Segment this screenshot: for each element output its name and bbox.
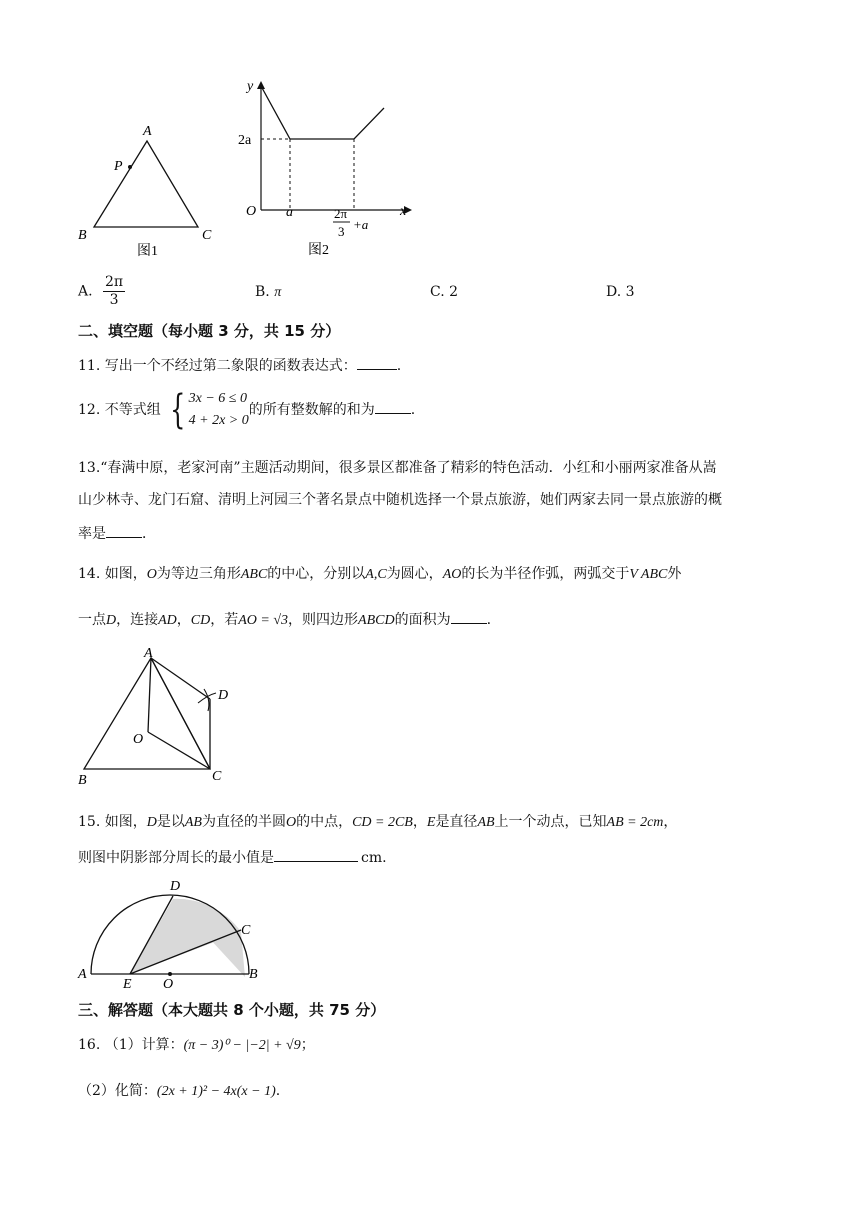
section-3-title: 三、解答题（本大题共 8 个小题，共 75 分） [78, 1001, 386, 1019]
option-a-num: 2π [105, 274, 124, 290]
q14-ao: AO [442, 567, 462, 582]
fig14-label-d: D [218, 688, 229, 703]
fig15-label-c: C [241, 923, 251, 938]
q13-line3-end: ． [142, 526, 156, 542]
q14-ac: A,C [365, 567, 387, 582]
q14-p1: 14. 如图， [78, 566, 147, 582]
fig14-label-b: B [78, 773, 87, 788]
q15-unit: cm [361, 850, 383, 866]
q15-p5: ， [412, 814, 427, 830]
q15-ab2: AB [477, 815, 495, 830]
q11-text: 11. 写出一个不经过第二象限的函数表达式： [78, 358, 357, 374]
question-11 [78, 355, 401, 376]
q16-p1-end: ； [300, 1037, 315, 1053]
fig14-label-a: A [144, 646, 153, 661]
q14-cond: AO = √3 [238, 613, 289, 628]
fig1-label-a: A [143, 124, 152, 139]
q14-p2: 为等边三角形 [156, 566, 241, 582]
fig14-label-c: C [212, 769, 222, 784]
q14-line1 [78, 564, 681, 585]
q14-d: D [106, 613, 117, 628]
q14-p4: 为圆心， [386, 566, 443, 582]
fig2-origin: O [246, 204, 257, 219]
section-2-title: 二、填空题（每小题 3 分，共 15 分） [78, 322, 341, 340]
option-b [255, 282, 281, 303]
q14-p3: 的中心，分别以 [267, 566, 366, 582]
option-a-letter: A. [78, 283, 93, 300]
q12-prefix: 12. 不等式组 [78, 402, 161, 418]
q15-p7: 上一个动点，已知 [494, 814, 607, 830]
q13-line1: 13.“春满中原，老家河南”主题活动期间，很多景区都准备了精彩的特色活动．小红和小丽两家准备从嵩 [78, 460, 717, 476]
q15-cond: AB = 2cm [606, 815, 664, 830]
fig14-label-o: O [133, 732, 144, 747]
q14-p6: 外 [667, 566, 682, 582]
q12-row1: 3x − 6 ≤ 0 [188, 391, 247, 406]
option-c: C. 2 [430, 284, 459, 300]
q16-p2-end: . [275, 1083, 281, 1099]
fig1-label-c: C [202, 228, 212, 243]
q14-abc: ABC [240, 567, 268, 582]
q15-end: . [382, 850, 387, 866]
fig2-y-tick: 2a [238, 133, 252, 148]
fig1-label-b: B [78, 228, 87, 243]
figure-15-semicircle [75, 870, 275, 995]
question-12 [78, 388, 415, 432]
fig2-x-tick2-num: 2π [334, 206, 348, 221]
option-d: D. 3 [606, 284, 635, 300]
fig2-caption: 图2 [308, 243, 329, 258]
q16-p2-expr: (2x + 1)² − 4x(x − 1) [156, 1084, 276, 1099]
figure-1-triangle [70, 115, 230, 265]
q14-tri: V ABC [629, 567, 668, 582]
fig1-caption: 图1 [137, 244, 158, 259]
q14-l2-p6: 的面积为 [394, 612, 451, 628]
q15-line1 [78, 812, 677, 833]
fig2-x-tick2-suffix: +a [353, 217, 369, 232]
fig15-label-e: E [123, 977, 132, 992]
q15-blank[interactable] [274, 847, 358, 862]
option-a-den: 3 [109, 292, 119, 308]
q14-l2-p3: ， [176, 612, 191, 628]
q14-ad: AD [158, 613, 177, 628]
fig15-label-b: B [249, 967, 258, 982]
q14-p5: 的长为半径作弧，两弧交于 [461, 566, 630, 582]
q13-line3-prefix: 率是 [78, 526, 106, 542]
q11-end: . [396, 358, 402, 374]
option-a [78, 274, 125, 309]
q16-part2 [78, 1081, 280, 1102]
q12-blank[interactable] [375, 399, 411, 414]
q14-end: . [486, 612, 492, 628]
q12-end: . [410, 402, 416, 418]
fig15-label-d: D [170, 879, 181, 894]
q15-l2: 则图中阴影部分周长的最小值是 [78, 850, 274, 866]
q12-system [165, 388, 249, 432]
q15-p1: 15. 如图， [78, 814, 147, 830]
fig2-x-tick-a: a [286, 205, 293, 220]
q15-p3: 为直径的半圆 [201, 814, 286, 830]
q14-l2-p4: ，若 [210, 612, 239, 628]
q16-p1-expr: (π − 3)⁰ − |−2| + √9 [183, 1038, 301, 1053]
q14-line2 [78, 609, 491, 631]
q15-p6: 是直径 [435, 814, 478, 830]
fig2-x-label: x [400, 204, 407, 219]
q13-blank[interactable] [106, 523, 142, 538]
q14-l2-p5: ，则四边形 [288, 612, 359, 628]
fig15-label-a: A [78, 967, 87, 982]
q15-arc: CD = 2CB [352, 815, 413, 830]
q15-e: E [426, 815, 436, 830]
q13-line2: 山少林寺、龙门石窟、清明上河园三个著名景点中随机选择一个景点旅游，她们两家去同一景点旅游的概 [78, 492, 722, 508]
q15-ab: AB [184, 815, 202, 830]
option-b-value: π [274, 285, 282, 300]
q11-blank[interactable] [357, 355, 397, 370]
q12-row2: 4 + 2x > 0 [188, 413, 249, 428]
figure-2-graph [232, 72, 422, 262]
q15-p4: 的中点， [296, 814, 353, 830]
q15-line2 [78, 847, 387, 868]
q13-line3 [78, 523, 156, 544]
figure-14-quadrilateral [70, 645, 250, 790]
q14-o: O [146, 567, 157, 582]
q14-l2-p1: 一点 [78, 612, 106, 628]
fig15-label-o: O [163, 977, 174, 992]
q14-cd: CD [190, 613, 211, 628]
option-b-letter: B. [255, 284, 270, 300]
q15-d: D [146, 815, 157, 830]
q16-p2-label: （2）化简： [78, 1083, 157, 1099]
q15-p2: 是以 [156, 814, 185, 830]
q15-p8: ， [663, 814, 678, 830]
fig2-x-tick2-den: 3 [338, 224, 345, 239]
fig2-y-label: y [247, 79, 254, 94]
q12-suffix: 的所有整数解的和为 [248, 402, 375, 418]
q14-abcd: ABCD [358, 613, 395, 628]
fig1-label-p: P [114, 159, 123, 174]
q14-blank[interactable] [451, 609, 487, 624]
q16-part1 [78, 1035, 315, 1056]
q12-brace: { [170, 387, 186, 433]
q16-p1-label: 16. （1）计算： [78, 1037, 184, 1053]
q15-o: O [285, 815, 297, 830]
option-a-fraction [103, 274, 125, 309]
q14-l2-p2: ，连接 [116, 612, 159, 628]
